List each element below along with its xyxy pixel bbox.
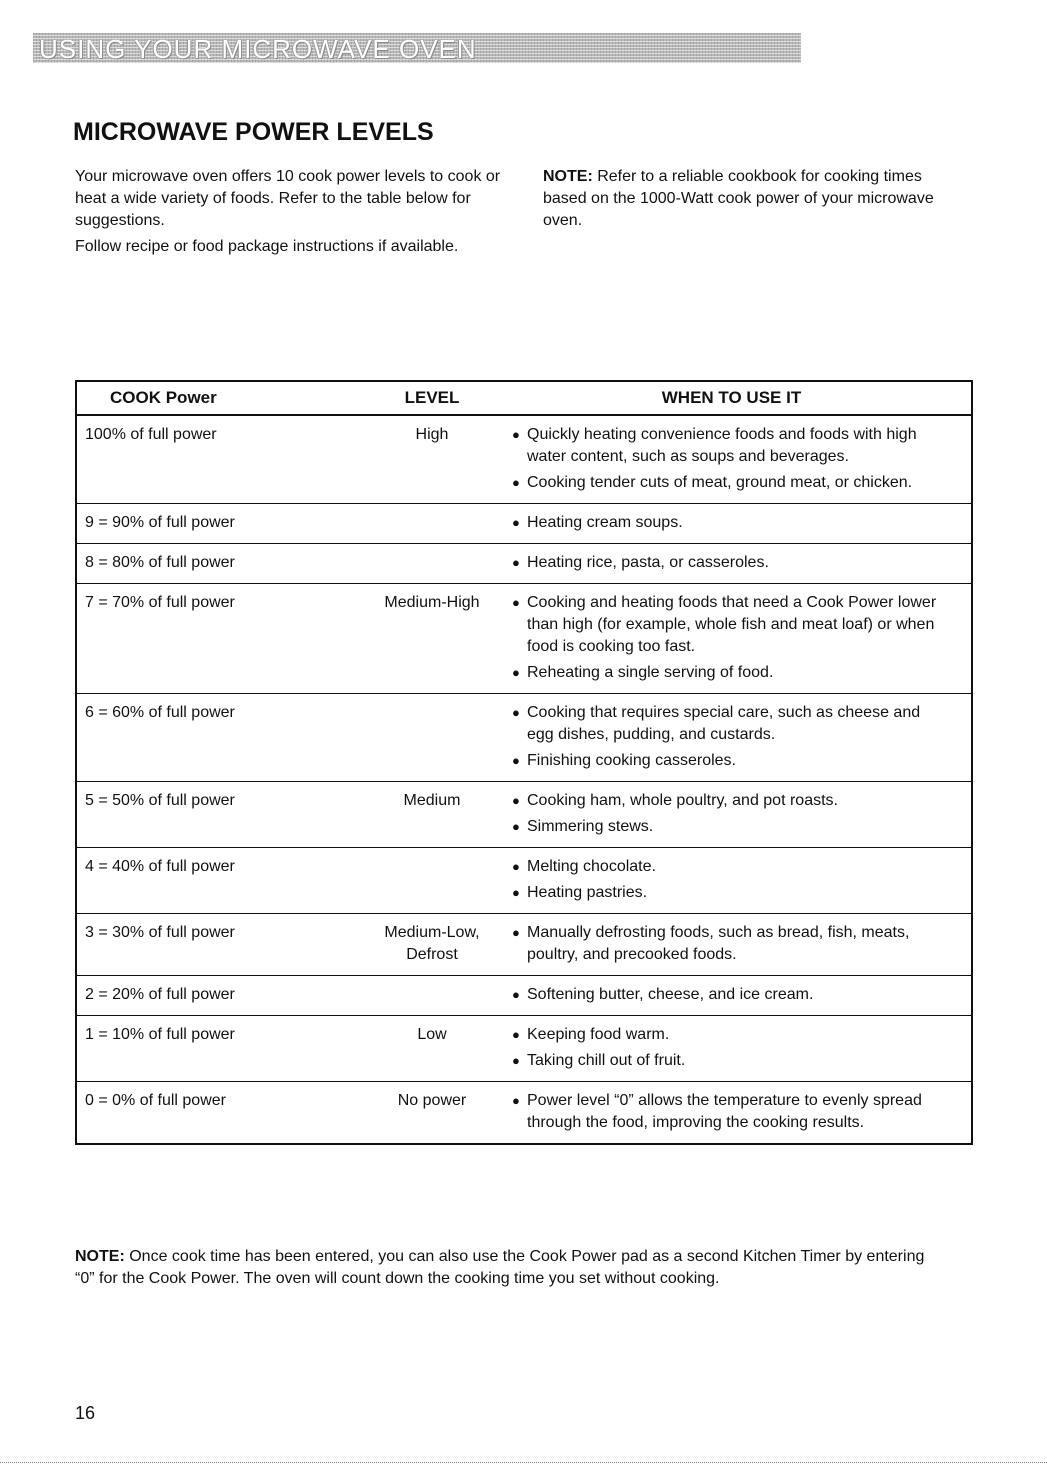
level-cell bbox=[352, 552, 512, 574]
bullet-dot-icon: ● bbox=[512, 427, 520, 442]
usage-text: Simmering stews. bbox=[527, 818, 654, 835]
table-header-row bbox=[77, 382, 971, 416]
usage-text: Taking chill out of fruit. bbox=[527, 1052, 686, 1069]
table-row bbox=[77, 782, 971, 848]
when-to-use-cell bbox=[512, 790, 971, 838]
level-cell: Medium-Low, Defrost bbox=[384, 924, 480, 963]
cook-power-cell: 0 = 0% of full power bbox=[85, 1092, 226, 1109]
cook-power-cell: 7 = 70% of full power bbox=[85, 594, 235, 611]
power-levels-table bbox=[75, 380, 973, 1145]
usage-text: Manually defrosting foods, such as bread, fish, meats, poultry, and precooked foods. bbox=[527, 924, 910, 963]
usage-bullet bbox=[512, 750, 951, 772]
table-row bbox=[77, 416, 971, 504]
intro-paragraph: Follow recipe or food package instructions if available. bbox=[75, 238, 459, 255]
when-to-use-cell bbox=[512, 592, 971, 684]
when-to-use-cell bbox=[512, 1024, 971, 1072]
usage-text: Heating cream soups. bbox=[527, 514, 683, 531]
bullet-dot-icon: ● bbox=[512, 595, 520, 610]
page-bottom-rule bbox=[0, 1462, 1047, 1463]
page-title: MICROWAVE POWER LEVELS bbox=[73, 118, 434, 146]
usage-bullet bbox=[512, 552, 951, 574]
usage-text: Finishing cooking casseroles. bbox=[527, 752, 736, 769]
level-cell bbox=[352, 856, 512, 904]
bullet-dot-icon: ● bbox=[512, 1027, 520, 1042]
usage-bullet bbox=[512, 424, 951, 468]
usage-text: Heating pastries. bbox=[527, 884, 648, 901]
footer-note bbox=[75, 1246, 935, 1290]
usage-text: Reheating a single serving of food. bbox=[527, 664, 774, 681]
cook-power-cell: 3 = 30% of full power bbox=[85, 924, 235, 941]
table-row bbox=[77, 584, 971, 694]
usage-text: Melting chocolate. bbox=[527, 858, 656, 875]
usage-text: Heating rice, pasta, or casseroles. bbox=[527, 554, 769, 571]
level-cell bbox=[352, 512, 512, 534]
bullet-dot-icon: ● bbox=[512, 925, 520, 940]
table-row bbox=[77, 914, 971, 976]
table-row bbox=[77, 976, 971, 1016]
table-row bbox=[77, 1016, 971, 1082]
cook-power-cell: 9 = 90% of full power bbox=[85, 514, 235, 531]
usage-text: Keeping food warm. bbox=[527, 1026, 670, 1043]
level-cell: Medium-High bbox=[384, 594, 480, 611]
usage-bullet bbox=[512, 702, 951, 746]
when-to-use-cell bbox=[512, 552, 971, 574]
table-row bbox=[77, 504, 971, 544]
usage-bullet bbox=[512, 984, 951, 1006]
level-cell bbox=[352, 984, 512, 1006]
cook-power-cell: 6 = 60% of full power bbox=[85, 704, 235, 721]
level-cell: No power bbox=[397, 1092, 467, 1109]
level-cell: Medium bbox=[403, 792, 461, 809]
table-row bbox=[77, 848, 971, 914]
bullet-dot-icon: ● bbox=[512, 859, 520, 874]
when-to-use-cell bbox=[512, 922, 971, 966]
when-to-use-cell bbox=[512, 984, 971, 1006]
bullet-dot-icon: ● bbox=[512, 885, 520, 900]
when-to-use-cell bbox=[512, 512, 971, 534]
bullet-dot-icon: ● bbox=[512, 475, 520, 490]
intro-column-left bbox=[75, 166, 520, 262]
usage-bullet bbox=[512, 472, 951, 494]
cook-power-cell: 8 = 80% of full power bbox=[85, 554, 235, 571]
table-body bbox=[77, 416, 971, 1143]
usage-bullet bbox=[512, 882, 951, 904]
header-cook-power: COOK Power bbox=[110, 388, 217, 407]
when-to-use-cell bbox=[512, 856, 971, 904]
page-number: 16 bbox=[75, 1403, 96, 1423]
intro-column-right bbox=[543, 166, 963, 232]
level-cell bbox=[352, 702, 512, 772]
cook-power-cell: 5 = 50% of full power bbox=[85, 792, 235, 809]
section-header-title: USING YOUR MICROWAVE OVEN bbox=[39, 34, 477, 64]
when-to-use-cell bbox=[512, 1090, 971, 1134]
table-row bbox=[77, 694, 971, 782]
usage-bullet bbox=[512, 592, 951, 658]
usage-bullet bbox=[512, 1024, 951, 1046]
usage-bullet bbox=[512, 856, 951, 878]
cook-power-cell: 4 = 40% of full power bbox=[85, 858, 235, 875]
usage-bullet bbox=[512, 512, 951, 534]
footer-note-text: Once cook time has been entered, you can also use the Cook Power pad as a second Kitchen Timer by entering “0” for the Cook Power. The oven will count down the cooking time you set without cooking. bbox=[75, 1248, 925, 1287]
usage-bullet bbox=[512, 662, 951, 684]
usage-text: Power level “0” allows the temperature to evenly spread through the food, improving the cooking results. bbox=[527, 1092, 922, 1131]
note-text: Refer to a reliable cookbook for cooking times based on the 1000-Watt cook power of your microwave oven. bbox=[543, 168, 934, 229]
usage-bullet bbox=[512, 1050, 951, 1072]
header-when-to-use: WHEN TO USE IT bbox=[661, 388, 802, 407]
bullet-dot-icon: ● bbox=[512, 753, 520, 768]
section-header-band bbox=[33, 33, 801, 63]
note-label: NOTE: bbox=[543, 168, 593, 185]
bullet-dot-icon: ● bbox=[512, 1093, 520, 1108]
when-to-use-cell bbox=[512, 702, 971, 772]
intro-note bbox=[543, 166, 963, 232]
usage-bullet bbox=[512, 1090, 951, 1134]
intro-paragraph: Your microwave oven offers 10 cook power levels to cook or heat a wide variety of foods. Refer to the table below for suggestions. bbox=[75, 168, 501, 229]
level-cell: Low bbox=[417, 1026, 447, 1043]
usage-text: Cooking and heating foods that need a Cook Power lower than high (for example, whole fish and meat loaf) or when food is cooking too fast. bbox=[527, 594, 937, 655]
table-row bbox=[77, 544, 971, 584]
when-to-use-cell bbox=[512, 424, 971, 494]
bullet-dot-icon: ● bbox=[512, 705, 520, 720]
usage-text: Quickly heating convenience foods and foods with high water content, such as soups and beverages. bbox=[527, 426, 917, 465]
usage-bullet bbox=[512, 790, 951, 812]
cook-power-cell: 1 = 10% of full power bbox=[85, 1026, 235, 1043]
usage-text: Cooking that requires special care, such as cheese and egg dishes, pudding, and custards. bbox=[527, 704, 921, 743]
bullet-dot-icon: ● bbox=[512, 987, 520, 1002]
cook-power-cell: 100% of full power bbox=[85, 426, 217, 443]
bullet-dot-icon: ● bbox=[512, 555, 520, 570]
bullet-dot-icon: ● bbox=[512, 665, 520, 680]
usage-bullet bbox=[512, 922, 951, 966]
table-row bbox=[77, 1082, 971, 1143]
bullet-dot-icon: ● bbox=[512, 515, 520, 530]
level-cell: High bbox=[415, 426, 449, 443]
bullet-dot-icon: ● bbox=[512, 793, 520, 808]
cook-power-cell: 2 = 20% of full power bbox=[85, 986, 235, 1003]
bullet-dot-icon: ● bbox=[512, 1053, 520, 1068]
bullet-dot-icon: ● bbox=[512, 819, 520, 834]
header-level: LEVEL bbox=[404, 388, 460, 407]
usage-text: Cooking ham, whole poultry, and pot roasts. bbox=[527, 792, 838, 809]
note-label: NOTE: bbox=[75, 1248, 125, 1265]
usage-text: Softening butter, cheese, and ice cream. bbox=[527, 986, 814, 1003]
usage-bullet bbox=[512, 816, 951, 838]
usage-text: Cooking tender cuts of meat, ground meat, or chicken. bbox=[527, 474, 913, 491]
